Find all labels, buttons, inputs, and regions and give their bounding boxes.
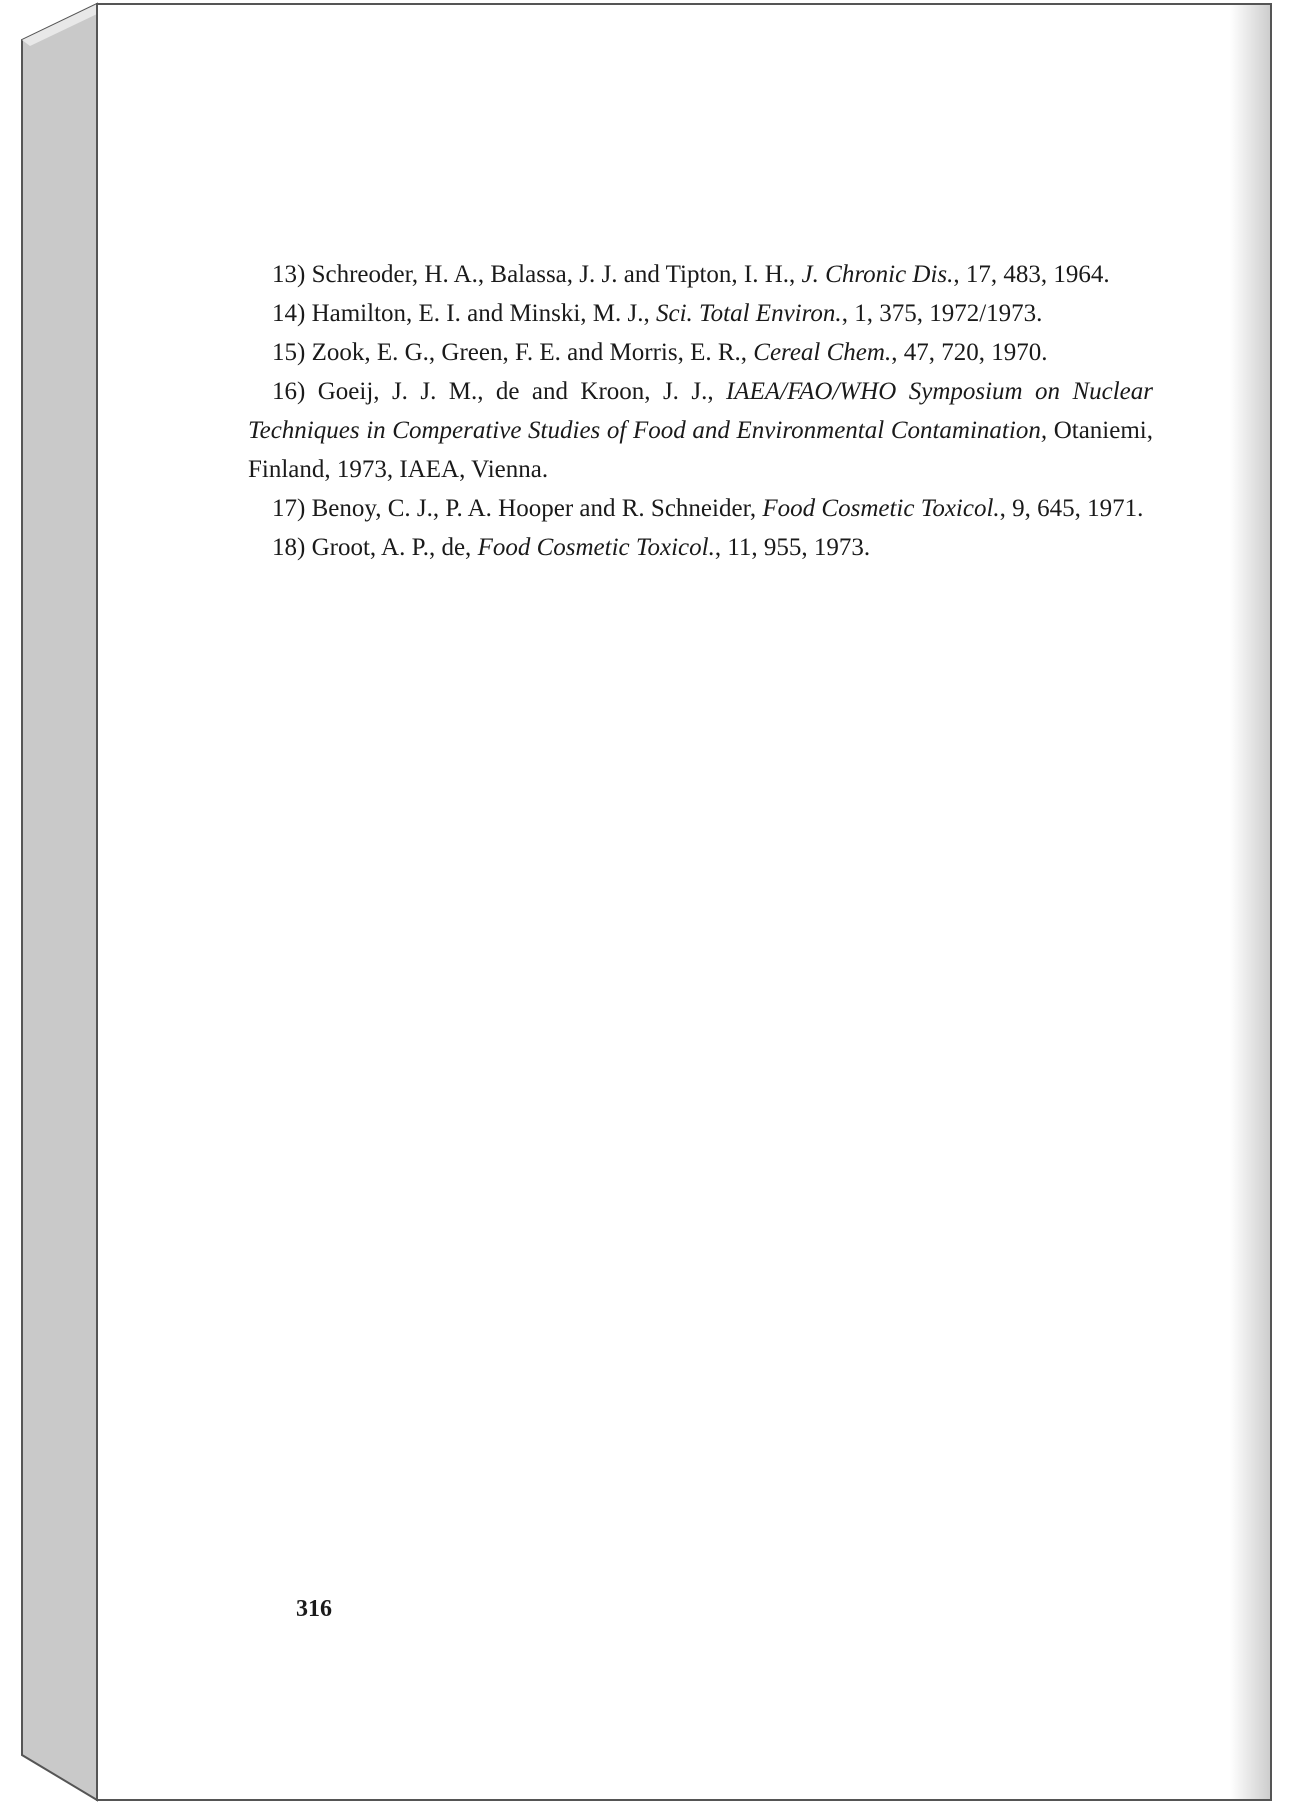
page-edge-shadow (1230, 5, 1270, 1799)
reference-authors: Goeij, J. J. M., de and Kroon, J. J., (305, 378, 726, 405)
reference-journal: J. Chronic Dis. (801, 261, 954, 288)
reference-item (248, 489, 1153, 528)
reference-citation: , 11, 955, 1973. (714, 534, 871, 561)
reference-journal: Cereal Chem. (753, 339, 892, 366)
reference-number: 18) (272, 534, 306, 561)
reference-number: 13) (272, 261, 306, 288)
reference-journal: Food Cosmetic Toxicol. (762, 495, 1000, 522)
reference-journal: Sci. Total Environ. (656, 300, 842, 327)
reference-citation: , 9, 645, 1971. (999, 495, 1144, 522)
reference-item (248, 294, 1153, 333)
reference-authors: Groot, A. P., de, (305, 534, 478, 561)
reference-citation: , 1, 375, 1972/1973. (841, 300, 1043, 327)
reference-item (248, 528, 1153, 567)
reference-number: 16) (272, 378, 306, 405)
reference-journal: IAEA/FAO/WHO Symposium on Nuclear Techniques in Comperative Studies of Food and Environmental Contamination, (248, 378, 1153, 444)
reference-authors: Zook, E. G., Green, F. E. and Morris, E. R., (305, 339, 754, 366)
reference-authors: Benoy, C. J., P. A. Hooper and R. Schneider, (305, 495, 763, 522)
document-page (96, 3, 1272, 1801)
reference-journal: Food Cosmetic Toxicol. (477, 534, 715, 561)
reference-authors: Schreoder, H. A., Balassa, J. J. and Tipton, I. H., (305, 261, 802, 288)
reference-item (248, 255, 1153, 294)
reference-item (248, 372, 1153, 489)
reference-authors: Hamilton, E. I. and Minski, M. J., (305, 300, 657, 327)
reference-citation: , 47, 720, 1970. (891, 339, 1048, 366)
reference-list (248, 255, 1153, 567)
reference-citation: Otaniemi, Finland, 1973, IAEA, Vienna. (248, 417, 1153, 483)
reference-item (248, 333, 1153, 372)
reference-citation: , 17, 483, 1964. (953, 261, 1110, 288)
reference-number: 17) (272, 495, 306, 522)
book-spine (0, 0, 100, 1806)
page-number: 316 (296, 1596, 332, 1622)
reference-number: 14) (272, 300, 306, 327)
reference-number: 15) (272, 339, 306, 366)
